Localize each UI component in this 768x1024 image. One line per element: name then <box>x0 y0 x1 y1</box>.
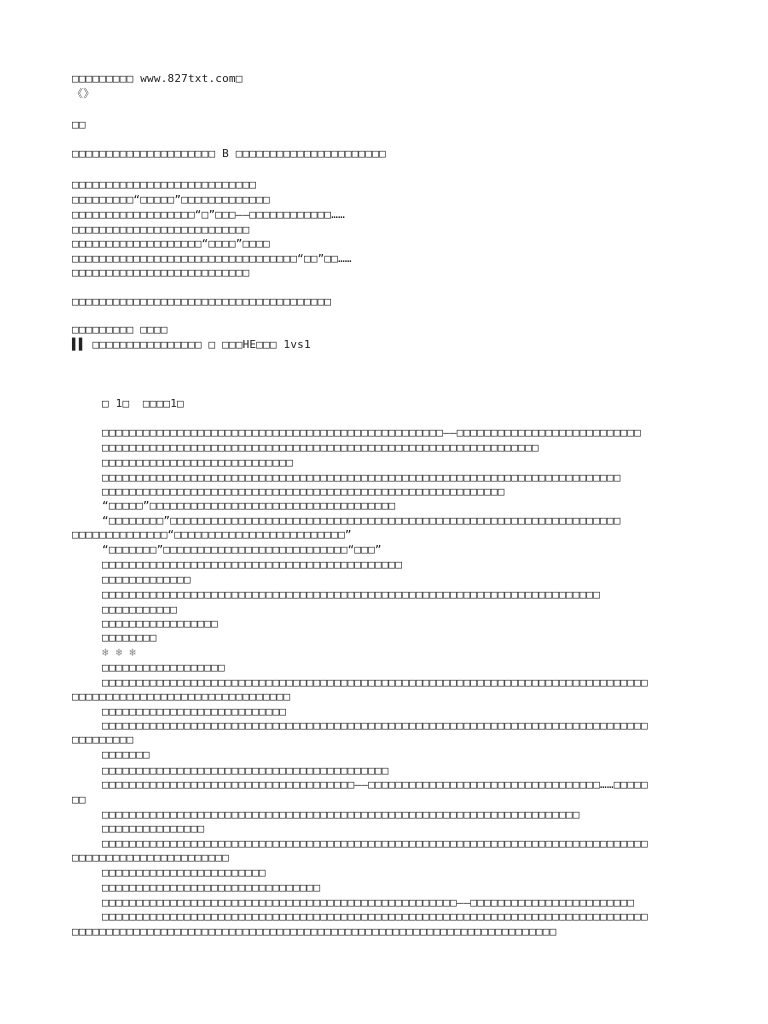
bars-icon: ▌▌ <box>72 338 86 351</box>
title-line <box>72 338 311 352</box>
chapter-line: □□□□□□□□□□□□□□□□□□□□□□□□□□□□□□□□□□□□□□□□□□□□□□□□□□□□□□□□□□□□□□□□□□□□□□□□□□□□□□□□ <box>102 837 648 850</box>
intro-para-line: □□□□□□□□□□□□□□□□□□□□□□□□□□□ <box>72 178 257 191</box>
chapter-line: □□□□□□□ <box>102 748 150 761</box>
chapter-line: □□□□□□□□□□□□□□□□□□□□□□□□□□□□□□□□□□□□□□□□□□□□□□□□□□□□□□□□□□□□□□□□□□□□□□□□□□□□□□□□ <box>102 910 648 923</box>
intro-long-line: □□□□□□□□□□□□□□□□□□□□□□□□□□□□□□□□□□□□□□ <box>72 295 332 308</box>
section-break-stars: ❄ ❄ ❄ <box>102 646 137 659</box>
chapter-heading: □ 1□ □□□□1□ <box>102 397 184 410</box>
book-title-brackets: 《》 <box>72 87 95 100</box>
chapter-line-cont: □□□□□□□□□□□□□□“□□□□□□□□□□□□□□□□□□□□□□□□□” <box>72 528 352 541</box>
chapter-line: □□□□□□□□□□□□□□□□□□ <box>102 661 225 674</box>
chapter-line: □□□□□□□□□□□□□□□□□□□□□□□□□□□□□□□□□□□□□□□□□□ <box>102 764 389 777</box>
chapter-line: □□□□□□□□□□□□□□□□□□□□□□□□□□□□□□□□□□□□□——□□□□□□□□□□□□□□□□□□□□□□□□□□□□□□□□□□……□□□□□ <box>102 778 648 791</box>
chapter-line: □□□□□□□□□□□□□□□□□□□□□□□□□□□□□□□□□□□□□□□□□□□□□□□□□□□□□□□□□□□□□□□□□□□□□□□□□□□□ <box>102 471 621 484</box>
chapter-line: □□□□□□□□□□□□□□□□□□□□□□□□□□□□□□□□□□□□□□□□□□□□□□□□□□——□□□□□□□□□□□□□□□□□□□□□□□□□□□ <box>102 426 641 439</box>
chapter-line: □□□□□□□□□□□□□□□□□ <box>102 617 218 630</box>
chapter-line: “□□□□□□□”□□□□□□□□□□□□□□□□□□□□□□□□□□□“□□□” <box>102 543 382 556</box>
title-line-text: □□□□□□□□□□□□□□□□ □ □□□HE□□□ 1vs1 <box>92 338 311 351</box>
chapter-line-cont: □□□□□□□□□ <box>72 733 134 746</box>
chapter-line-cont: □□□□□□□□□□□□□□□□□□□□□□□ <box>72 851 229 864</box>
source-line: □□□□□□□□□ www.827txt.com□ <box>72 72 243 85</box>
chapter-line-cont: □□ <box>72 793 86 806</box>
chapter-line: □□□□□□□□□□□□□□□□□□□□□□□□□□□□□□□□□□□□□□□□□□□□□□□□□□□□□□□□□□□□□□□□□□□□□□□□□□□□□□□□ <box>102 676 648 689</box>
intro-short: □□ <box>72 118 86 131</box>
intro-para-line: □□□□□□□□□□□□□□□□□□□“□□□□”□□□□ <box>72 237 270 250</box>
chapter-line: “□□□□□”□□□□□□□□□□□□□□□□□□□□□□□□□□□□□□□□□□□□ <box>102 499 396 512</box>
intro-para-line: □□□□□□□□□□□□□□□□□□□□□□□□□□ <box>72 266 250 279</box>
chapter-line: □□□□□□□□□□□□□ <box>102 573 191 586</box>
chapter-line: □□□□□□□□□□□□□□□□□□□□□□□□□□□□□□□□□□□□□□□□□□□□□□□□□□□□□□□□□□□ <box>102 485 505 498</box>
chapter-line: □□□□□□□□□□□□□□□□□□□□□□□□□□□□□□□□□□□□□□□□□□□□□□□□□□□□□□□□□□□□□□□□□□□□□□ <box>102 808 580 821</box>
chapter-line: □□□□□□□□ <box>102 631 157 644</box>
tag-line: □□□□□□□□□ □□□□ <box>72 323 168 336</box>
chapter-line: □□□□□□□□□□□□□□□□□□□□□□□□□□□□□□□□ <box>102 881 321 894</box>
chapter-line: □□□□□□□□□□□□□□□□□□□□□□□□□□□□□□□□□□□□□□□□□□□□ <box>102 558 403 571</box>
chapter-line-cont: □□□□□□□□□□□□□□□□□□□□□□□□□□□□□□□□ <box>72 690 291 703</box>
chapter-line: □□□□□□□□□□□□□□□□□□□□□□□□□□□□□□□□□□□□□□□□□□□□□□□□□□□□□□□□□□□□□□□□□□□□□□□□□ <box>102 588 601 601</box>
chapter-line: □□□□□□□□□□□□□□□ <box>102 822 205 835</box>
chapter-line: □□□□□□□□□□□□□□□□□□□□□□□□□□□□□□□□□□□□□□□□□□□□□□□□□□□□——□□□□□□□□□□□□□□□□□□□□□□□□ <box>102 896 635 909</box>
intro-para-line: □□□□□□□□□□□□□□□□□□“□”□□□——□□□□□□□□□□□□…… <box>72 208 345 221</box>
chapter-line: □□□□□□□□□□□□□□□□□□□□□□□□□□□ <box>102 705 287 718</box>
chapter-line-cont: □□□□□□□□□□□□□□□□□□□□□□□□□□□□□□□□□□□□□□□□□□□□□□□□□□□□□□□□□□□□□□□□□□□□□□□ <box>72 925 557 938</box>
chapter-line: □□□□□□□□□□□□□□□□□□□□□□□□□□□□□□□□□□□□□□□□□□□□□□□□□□□□□□□□□□□□□□□□□□□□□□□□□□□□□□□□ <box>102 719 648 732</box>
intro-line-b: □□□□□□□□□□□□□□□□□□□□□ B □□□□□□□□□□□□□□□□□□□□□□ <box>72 147 386 160</box>
chapter-line: “□□□□□□□□”□□□□□□□□□□□□□□□□□□□□□□□□□□□□□□□□□□□□□□□□□□□□□□□□□□□□□□□□□□□□□□□□□□ <box>102 514 621 527</box>
chapter-line: □□□□□□□□□□□□□□□□□□□□□□□□ <box>102 866 266 879</box>
chapter-line: □□□□□□□□□□□□□□□□□□□□□□□□□□□□□□□□□□□□□□□□□□□□□□□□□□□□□□□□□□□□□□□□ <box>102 441 539 454</box>
chapter-line: □□□□□□□□□□□ <box>102 603 178 616</box>
intro-para-line: □□□□□□□□□“□□□□□”□□□□□□□□□□□□□ <box>72 193 270 206</box>
chapter-line: □□□□□□□□□□□□□□□□□□□□□□□□□□□□ <box>102 456 294 469</box>
intro-para-line: □□□□□□□□□□□□□□□□□□□□□□□□□□ <box>72 223 250 236</box>
intro-para-line: □□□□□□□□□□□□□□□□□□□□□□□□□□□□□□□□□“□□”□□…… <box>72 252 352 265</box>
